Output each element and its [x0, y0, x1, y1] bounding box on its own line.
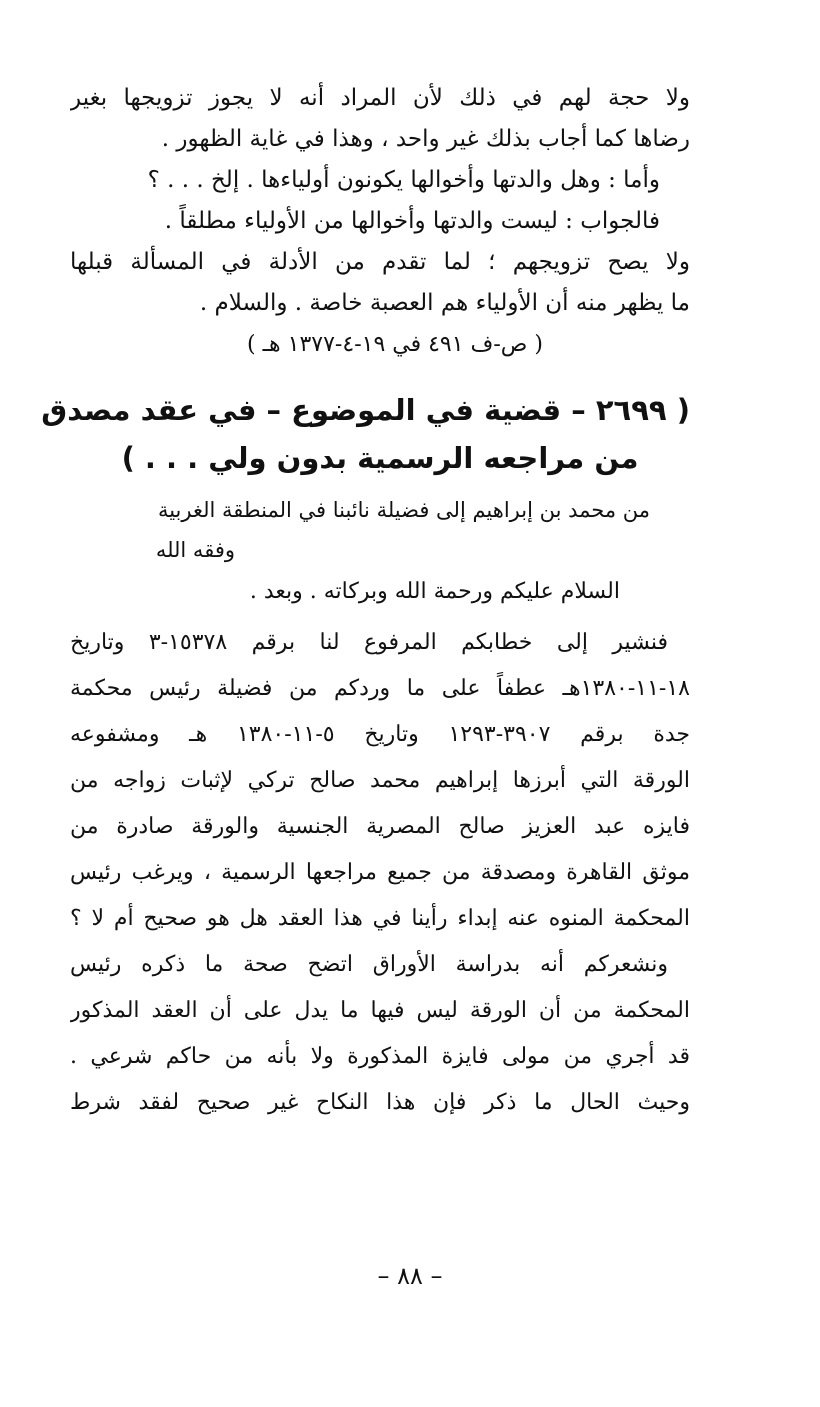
- body-line: فنشير إلى خطابكم المرفوع لنا برقم ١٥٣٧٨-٣ وتاريخ: [70, 630, 668, 655]
- sender-blessing: وفقه الله: [155, 538, 235, 562]
- section-heading: [41, 386, 690, 482]
- text-line: ما يظهر منه أن الأولياء هم العصبة خاصة . والسلام .: [199, 290, 690, 316]
- body-line: المحكمة المنوه عنه إبداء رأينا في هذا العقد هل هو صحيح أم لا ؟: [70, 906, 690, 931]
- body-line: وحيث الحال ما ذكر فإن هذا النكاح غير صحيح لفقد شرط: [70, 1090, 690, 1115]
- heading-line-2: من مراجعه الرسمية بدون ولي . . . ): [121, 441, 639, 475]
- text-line: فالجواب : ليست والدتها وأخوالها من الأولياء مطلقاً .: [164, 208, 660, 234]
- fatwa-reference: ( ص-ف ٤٩١ في ١٩-٤-١٣٧٧ هـ ): [247, 332, 543, 357]
- body-line: الورقة التي أبرزها إبراهيم محمد صالح تركي لإثبات زواجه من: [70, 768, 690, 793]
- body-line: قد أجري من مولى فايزة المذكورة ولا بأنه من حاكم شرعي .: [70, 1044, 690, 1069]
- body-line: ١٨-١١-١٣٨٠هـ عطفاً على ما وردكم من فضيلة رئيس محكمة: [70, 676, 690, 701]
- body-line: فايزه عبد العزيز صالح المصرية الجنسية والورقة صادرة من: [70, 814, 690, 839]
- opening-paragraphs: [70, 78, 690, 324]
- heading-line-1: ( ٢٦٩٩ – قضية في الموضوع – في عقد مصدق: [41, 393, 690, 427]
- book-page: [41, 78, 690, 1126]
- text-line: ولا حجة لهم في ذلك لأن المراد أنه لا يجوز تزويجها بغير: [70, 85, 690, 111]
- letter-body: [70, 620, 690, 1126]
- sender-line: من محمد بن إبراهيم إلى فضيلة نائبنا في المنطقة الغربية: [157, 498, 650, 522]
- text-line: رضاها كما أجاب بذلك غير واحد ، وهذا في غاية الظهور .: [161, 126, 690, 152]
- text-line: وأما : وهل والدتها وأخوالها يكونون أولياءها . إلخ . . . ؟: [147, 167, 660, 193]
- letter-sender: [70, 490, 690, 570]
- body-line: موثق القاهرة ومصدقة من جميع مراجعها الرسمية ، ويرغب رئيس: [70, 860, 690, 885]
- body-line: المحكمة من أن الورقة ليس فيها ما يدل على أن العقد المذكور: [70, 998, 690, 1023]
- body-line: جدة برقم ٣٩٠٧-١٢٩٣ وتاريخ ٥-١١-١٣٨٠ هـ ومشفوعه: [70, 722, 690, 747]
- text-line: ولا يصح تزويجهم ؛ لما تقدم من الأدلة في المسألة قبلها: [70, 249, 690, 275]
- body-line: ونشعركم أنه بدراسة الأوراق اتضح صحة ما ذكره رئيس: [70, 952, 668, 977]
- page-number: – ٨٨ –: [377, 1262, 443, 1290]
- greeting: السلام عليكم ورحمة الله وبركاته . وبعد .: [249, 579, 620, 604]
